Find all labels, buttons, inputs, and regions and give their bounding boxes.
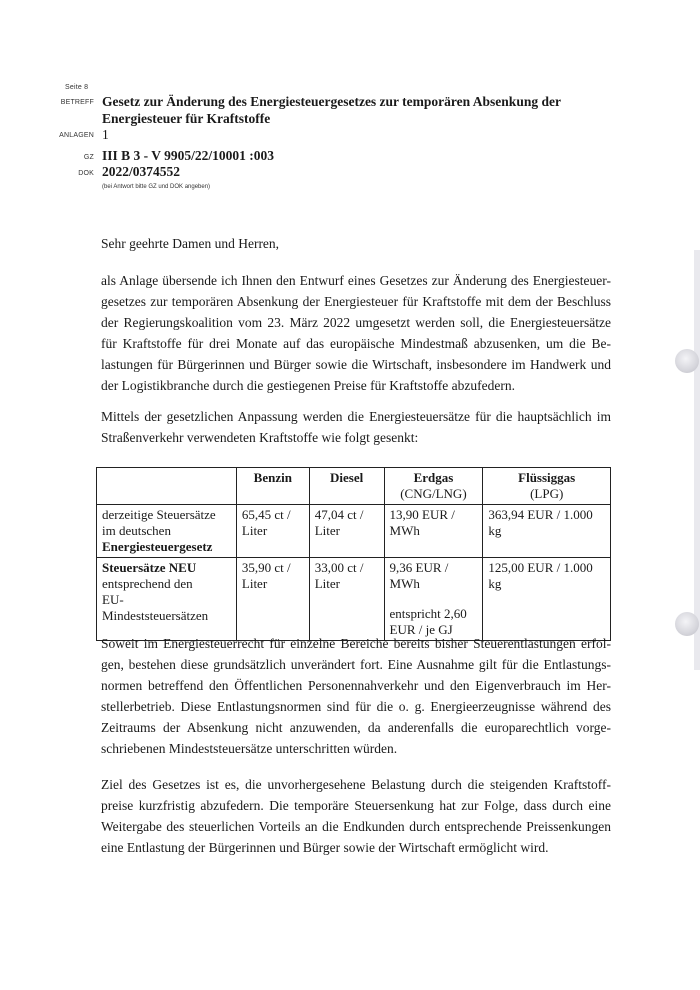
paragraph-rates-intro: [101, 406, 611, 448]
paragraph-line: Ziel des Gesetzes ist es, die unvorhergesehene Belastung durch die steigenden Kraftstoff-: [101, 777, 611, 792]
cell-erdgas-current: 13,90 EUR / MWh: [384, 505, 483, 558]
dok-value: 2022/0374552: [102, 164, 181, 179]
punch-hole-bottom: [675, 612, 699, 636]
cell-benzin-current: 65,45 ct / Liter: [236, 505, 309, 558]
paragraph-line: preise kurzfristig abzufedern. Die temporäre Steuersenkung hat zur Folge, dass durch eine: [101, 798, 611, 813]
table-header-empty: [97, 468, 237, 505]
betreff-label: BETREFF: [60, 99, 94, 106]
paragraph-exemptions: [101, 633, 611, 759]
cell-fluessiggas-current: 363,94 EUR / 1.000 kg: [483, 505, 611, 558]
punch-hole-top: [675, 349, 699, 373]
table-row: [97, 505, 611, 558]
paragraph-line: gesetzes zur temporären Absenkung der Energiesteuer für Kraftstoffe mit dem der Beschluss: [101, 294, 611, 309]
paragraph-line: Mittels der gesetzlichen Anpassung werden die Energiesteuersätze für die hauptsächlich im: [101, 409, 611, 424]
cell-diesel-current: 47,04 ct / Liter: [309, 505, 384, 558]
cell-diesel-new: 33,00 ct / Liter: [309, 558, 384, 641]
paragraph-line: Soweit im Energiesteuerrecht für einzelne Bereiche bereits bisher Steuerentlastungen erfol-: [101, 636, 611, 651]
cell-benzin-new: 35,90 ct / Liter: [236, 558, 309, 641]
salutation: Sehr geehrte Damen und Herren,: [101, 236, 280, 251]
paragraph-line: schriebenen Mindeststeuersätze unterschritten würden.: [101, 741, 398, 756]
cell-erdgas-new: 9,36 EUR / MWh entspricht 2,60 EUR / je GJ: [384, 558, 483, 641]
dok-label: DOK: [78, 170, 94, 177]
paragraph-line: eine Entlastung der Bürgerinnen und Bürger sowie der Wirtschaft ermöglicht wird.: [101, 840, 549, 855]
paragraph-line: Straßenverkehr verwendeten Kraftstoffe wie folgt gesenkt:: [101, 430, 419, 445]
tax-rate-table: [96, 467, 611, 641]
anlagen-label: ANLAGEN: [59, 132, 94, 139]
gz-label: GZ: [83, 154, 94, 161]
table-row: [97, 558, 611, 641]
header-benzin: Benzin: [236, 468, 309, 505]
row-label-current: derzeitige Steuersätze im deutschen Energiesteuergesetz: [97, 505, 237, 558]
paragraph-line: gen, bestehen diese grundsätzlich unverändert fort. Eine Ausnahme gilt für die Entlastungs-: [101, 657, 611, 672]
paragraph-line: normen betreffend den Öffentlichen Personennahverkehr und den Eigenverbrauch im Her-: [101, 678, 611, 693]
betreff-line-1: Gesetz zur Änderung des Energiesteuergesetzes zur temporären Absenkung der: [102, 94, 561, 109]
table-header-row: [97, 468, 611, 505]
paragraph-line: als Anlage übersende ich Ihnen den Entwurf eines Gesetzes zur Änderung des Energiesteuer-: [101, 273, 611, 288]
scan-page-edge: [694, 250, 700, 670]
paragraph-line: der Logistikbranche durch die gestiegenen Preise für Kraftstoffe abzufedern.: [101, 378, 515, 393]
paragraph-goal: [101, 774, 611, 858]
row-label-new: Steuersätze NEU entsprechend den EU- Mindeststeuersätzen: [97, 558, 237, 641]
header-diesel: Diesel: [309, 468, 384, 505]
header-fluessiggas: Flüssiggas (LPG): [483, 468, 611, 505]
page-number: Seite 8: [65, 84, 89, 91]
paragraph-line: der Regierungskoalition vom 23. März 2022 umgesetzt werden soll, die Energiesteuersätze: [101, 315, 611, 330]
paragraph-line: Weitergabe des steuerlichen Vorteils an die Endkunden durch entsprechende Preissenkungen: [101, 819, 611, 834]
gz-value: III B 3 - V 9905/22/10001 :003: [102, 148, 275, 163]
paragraph-line: für Kraftstoffe für drei Monate auf das europäische Mindestmaß abzusenken, um die Be-: [101, 336, 611, 351]
header-erdgas: Erdgas (CNG/LNG): [384, 468, 483, 505]
betreff-line-2: Energiesteuer für Kraftstoffe: [102, 111, 271, 126]
paragraph-line: lastungen für Bürgerinnen und Bürger sowie die Wirtschaft, insbesondere im Handwerk und: [101, 357, 611, 372]
cell-fluessiggas-new: 125,00 EUR / 1.000 kg: [483, 558, 611, 641]
paragraph-line: Zeitraums der Absenkung nicht anzuwenden, da anderenfalls die europarechtlich vorge-: [101, 720, 611, 735]
reference-note: (bei Antwort bitte GZ und DOK angeben): [102, 184, 211, 190]
paragraph-line: stellerbetrieb. Diese Entlastungsnormen sind für die o. g. Energieerzeugnisse während des: [101, 699, 611, 714]
paragraph-intro: [101, 270, 611, 396]
erdgas-gj-note: entspricht 2,60 EUR / je GJ: [389, 606, 467, 637]
anlagen-value: 1: [102, 127, 109, 142]
